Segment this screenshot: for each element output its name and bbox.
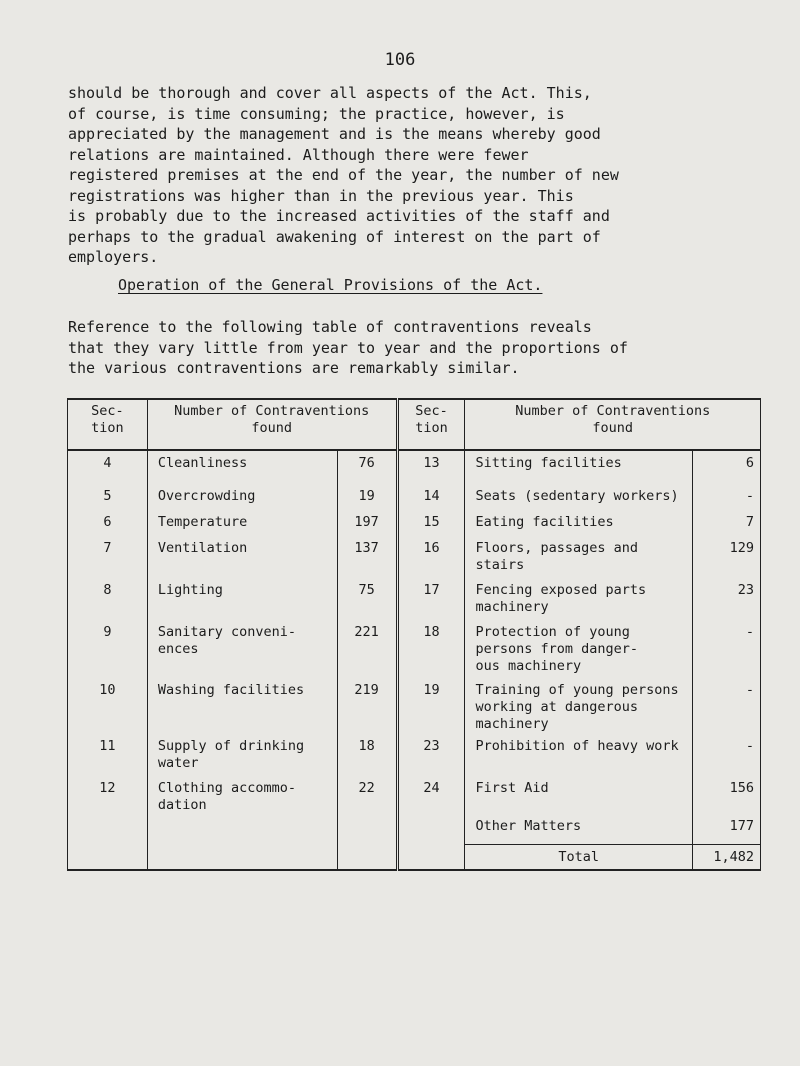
count-right-cell: 129 — [693, 536, 761, 578]
table-row — [68, 536, 761, 578]
header-section-right: Sec- tion — [397, 399, 465, 450]
section-left-cell — [68, 814, 148, 844]
count-left-cell — [337, 814, 397, 844]
count-right-cell: 177 — [693, 814, 761, 844]
item-left-cell: Sanitary conveni- ences — [147, 620, 337, 678]
count-right-cell: - — [693, 734, 761, 776]
table-row — [68, 484, 761, 510]
section-right-cell: 15 — [397, 510, 465, 536]
item-left-cell: Overcrowding — [147, 484, 337, 510]
count-left-cell: 137 — [337, 536, 397, 578]
section-right-cell: 19 — [397, 678, 465, 734]
count-right-cell: - — [693, 620, 761, 678]
count-left-cell: 18 — [337, 734, 397, 776]
count-left-cell: 19 — [337, 484, 397, 510]
table-header-row — [68, 399, 761, 450]
empty-cell — [337, 844, 397, 870]
section-right-cell: 18 — [397, 620, 465, 678]
item-right-cell: Other Matters — [465, 814, 693, 844]
count-left-cell: 197 — [337, 510, 397, 536]
section-left-cell: 12 — [68, 776, 148, 814]
section-right-cell — [397, 814, 465, 844]
count-left-cell: 22 — [337, 776, 397, 814]
count-right-cell: 156 — [693, 776, 761, 814]
count-right-cell: 6 — [693, 450, 761, 484]
section-left-cell: 11 — [68, 734, 148, 776]
header-section-left: Sec- tion — [68, 399, 148, 450]
table-row — [68, 776, 761, 814]
section-heading: Operation of the General Provisions of the Act. — [118, 276, 543, 294]
item-right-cell: Eating facilities — [465, 510, 693, 536]
page-number: 106 — [384, 50, 416, 70]
item-left-cell — [147, 814, 337, 844]
reference-paragraph: Reference to the following table of contraventions reveals that they vary little from year to year and the proportions of the various contraventions are remarkably similar. — [68, 318, 628, 377]
item-left-cell: Ventilation — [147, 536, 337, 578]
section-left-cell: 5 — [68, 484, 148, 510]
section-left-cell: 8 — [68, 578, 148, 620]
section-left-cell: 10 — [68, 678, 148, 734]
table-row — [68, 678, 761, 734]
item-left-cell: Supply of drinking water — [147, 734, 337, 776]
table-row — [68, 734, 761, 776]
table-row — [68, 510, 761, 536]
item-right-cell: Sitting facilities — [465, 450, 693, 484]
item-right-cell: Training of young persons working at dangerous machinery — [465, 678, 693, 734]
contraventions-table — [67, 398, 761, 871]
header-number-left: Number of Contraventions found — [147, 399, 397, 450]
section-right-cell: 16 — [397, 536, 465, 578]
count-right-cell: 7 — [693, 510, 761, 536]
count-left-cell: 219 — [337, 678, 397, 734]
section-left-cell: 4 — [68, 450, 148, 484]
table-row — [68, 450, 761, 484]
header-number-right: Number of Contraventions found — [465, 399, 761, 450]
item-left-cell: Temperature — [147, 510, 337, 536]
item-left-cell: Washing facilities — [147, 678, 337, 734]
section-right-cell: 14 — [397, 484, 465, 510]
total-value: 1,482 — [693, 844, 761, 870]
count-left-cell: 76 — [337, 450, 397, 484]
section-right-cell: 17 — [397, 578, 465, 620]
section-left-cell: 7 — [68, 536, 148, 578]
item-right-cell: Protection of young persons from danger- ous machinery — [465, 620, 693, 678]
item-left-cell: Lighting — [147, 578, 337, 620]
empty-cell — [397, 844, 465, 870]
table-row — [68, 814, 761, 844]
item-right-cell: Seats (sedentary workers) — [465, 484, 693, 510]
item-left-cell: Clothing accommo- dation — [147, 776, 337, 814]
intro-paragraph: should be thorough and cover all aspects of the Act. This, of course, is time consuming; the practice, however, is appreciated by the management and is the means whereby good relations are maintained. Although there were fewer registered premises at the end of the year, the number of new registrations was higher than in the previous year. This is probably due to the increased activities of the staff and perhaps to the gradual awakening of interest on the part of employers. — [68, 84, 619, 266]
item-right-cell: Prohibition of heavy work — [465, 734, 693, 776]
section-right-cell: 13 — [397, 450, 465, 484]
table-row — [68, 578, 761, 620]
table-total-row — [68, 844, 761, 870]
count-right-cell: - — [693, 484, 761, 510]
section-right-cell: 23 — [397, 734, 465, 776]
table-row — [68, 620, 761, 678]
item-left-cell: Cleanliness — [147, 450, 337, 484]
count-right-cell: - — [693, 678, 761, 734]
total-label: Total — [465, 844, 693, 870]
count-right-cell: 23 — [693, 578, 761, 620]
section-left-cell: 6 — [68, 510, 148, 536]
empty-cell — [68, 844, 148, 870]
item-right-cell: Floors, passages and stairs — [465, 536, 693, 578]
item-right-cell: First Aid — [465, 776, 693, 814]
empty-cell — [147, 844, 337, 870]
section-right-cell: 24 — [397, 776, 465, 814]
count-left-cell: 75 — [337, 578, 397, 620]
count-left-cell: 221 — [337, 620, 397, 678]
section-left-cell: 9 — [68, 620, 148, 678]
item-right-cell: Fencing exposed parts machinery — [465, 578, 693, 620]
